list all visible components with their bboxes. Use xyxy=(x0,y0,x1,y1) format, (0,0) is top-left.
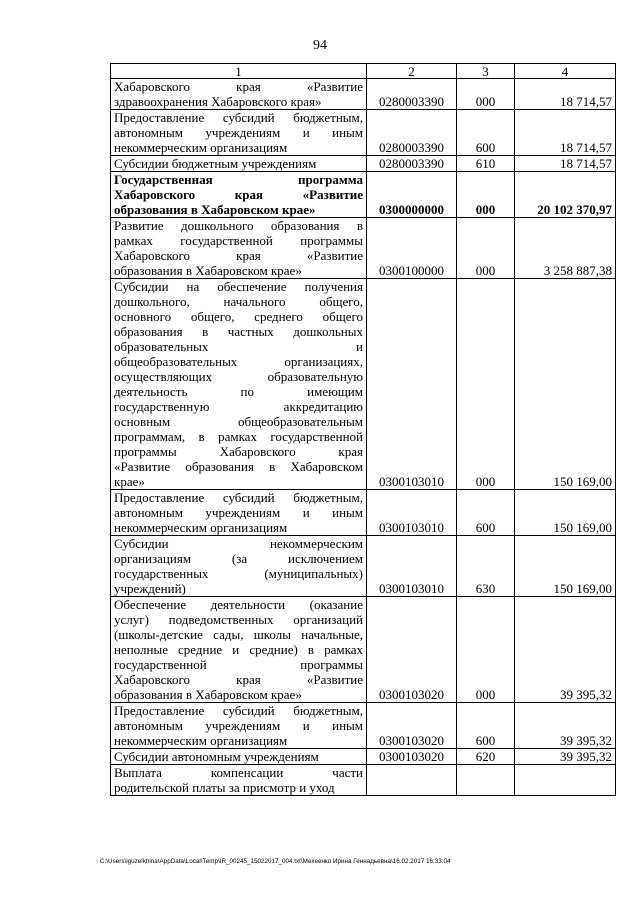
row-name-line: программам, в рамках государственной xyxy=(114,429,363,444)
row-name-line: автономным учреждениям и иным xyxy=(114,125,363,140)
amount-cell: 150 169,00 xyxy=(515,536,616,597)
row-name-line: Хабаровского края «Развитие xyxy=(114,79,363,94)
row-name-line: крае» xyxy=(114,474,145,489)
row-name-line: Субсидии на обеспечение получения xyxy=(114,279,363,294)
row-name-cell xyxy=(111,279,367,490)
row-name-line: услуг) подведомственных организаций xyxy=(114,612,363,627)
row-name-line: образования в частных дошкольных xyxy=(114,324,363,339)
row-name-cell xyxy=(111,490,367,536)
row-name-cell xyxy=(111,749,367,765)
row-name-line: родительской платы за присмотр и уход xyxy=(114,780,335,795)
row-name-line: Субсидии некоммерческим xyxy=(114,536,363,551)
target-code-cell: 0300103010 xyxy=(367,536,457,597)
column-header: 4 xyxy=(515,64,616,79)
expense-type-cell: 000 xyxy=(457,597,515,703)
amount-cell: 20 102 370,97 xyxy=(515,172,616,218)
target-code-cell: 0300103020 xyxy=(367,749,457,765)
row-name-line: Развитие дошкольного образования в xyxy=(114,218,363,233)
target-code-cell: 0280003390 xyxy=(367,110,457,156)
target-code-cell: 0300000000 xyxy=(367,172,457,218)
row-name-cell xyxy=(111,536,367,597)
table-row xyxy=(111,218,616,279)
expense-type-cell xyxy=(457,765,515,796)
row-name-cell xyxy=(111,110,367,156)
row-name-line: рамках государственной программы xyxy=(114,233,363,248)
expense-type-cell: 600 xyxy=(457,490,515,536)
table-row xyxy=(111,110,616,156)
target-code-cell: 0300100000 xyxy=(367,218,457,279)
row-name-line: дошкольного, начального общего, xyxy=(114,294,363,309)
row-name-cell xyxy=(111,172,367,218)
row-name-line: образования в Хабаровском крае» xyxy=(114,687,302,702)
row-name-line: основного общего, среднего общего xyxy=(114,309,363,324)
row-name-line: здравоохранения Хабаровского края» xyxy=(114,94,322,109)
target-code-cell: 0300103010 xyxy=(367,490,457,536)
column-header: 1 xyxy=(111,64,367,79)
table-row xyxy=(111,703,616,749)
amount-cell xyxy=(515,765,616,796)
row-name-line: образования в Хабаровском крае» xyxy=(114,263,302,278)
expense-type-cell: 600 xyxy=(457,703,515,749)
row-name-cell xyxy=(111,79,367,110)
row-name-line: государственных (муниципальных) xyxy=(114,566,363,581)
table-row xyxy=(111,749,616,765)
page-number: 94 xyxy=(313,38,327,53)
amount-cell: 39 395,32 xyxy=(515,703,616,749)
expense-type-cell: 000 xyxy=(457,172,515,218)
table-row xyxy=(111,765,616,796)
amount-cell: 150 169,00 xyxy=(515,279,616,490)
table-row xyxy=(111,79,616,110)
row-name-line: «Развитие образования в Хабаровском xyxy=(114,459,363,474)
row-name-line: программы Хабаровского края xyxy=(114,444,363,459)
row-name-line: автономным учреждениям и иным xyxy=(114,718,363,733)
table-header-row xyxy=(111,64,616,79)
target-code-cell: 0280003390 xyxy=(367,79,457,110)
table-row xyxy=(111,172,616,218)
row-name-line: государственную аккредитацию xyxy=(114,399,363,414)
row-name-line: Предоставление субсидий бюджетным, xyxy=(114,110,363,125)
row-name-line: неполные средние и средние) в рамках xyxy=(114,642,363,657)
row-name-line: автономным учреждениям и иным xyxy=(114,505,363,520)
row-name-line: организациям (за исключением xyxy=(114,551,363,566)
row-name-line: Обеспечение деятельности (оказание xyxy=(114,597,363,612)
expense-type-cell: 000 xyxy=(457,79,515,110)
row-name-line: Хабаровского края «Развитие xyxy=(114,248,363,263)
row-name-cell xyxy=(111,765,367,796)
row-name-line: общеобразовательных организациях, xyxy=(114,354,363,369)
amount-cell: 18 714,57 xyxy=(515,156,616,172)
amount-cell: 18 714,57 xyxy=(515,110,616,156)
file-path-footer: C:\Users\iguzelkhina\AppData\Local\Temp\IR_00245_15022017_004.txt\Мехеенко Ирина Геннадьевна\16.02.2017 16:33:04 xyxy=(100,858,451,865)
expense-type-cell: 000 xyxy=(457,218,515,279)
amount-cell: 39 395,32 xyxy=(515,749,616,765)
row-name-cell xyxy=(111,597,367,703)
row-name-line: государственной программы xyxy=(114,657,363,672)
row-name-line: образования в Хабаровском крае» xyxy=(114,202,316,217)
table-row xyxy=(111,490,616,536)
target-code-cell: 0300103020 xyxy=(367,703,457,749)
row-name-cell xyxy=(111,218,367,279)
row-name-line: образовательных и xyxy=(114,339,363,354)
row-name-line: Выплата компенсации части xyxy=(114,765,363,780)
row-name-line: учреждений) xyxy=(114,581,186,596)
budget-table xyxy=(110,63,616,796)
expense-type-cell: 620 xyxy=(457,749,515,765)
table-row xyxy=(111,279,616,490)
row-name-line: Хабаровского края «Развитие xyxy=(114,672,363,687)
table-row xyxy=(111,597,616,703)
row-name-line: деятельность по имеющим xyxy=(114,384,363,399)
expense-type-cell: 600 xyxy=(457,110,515,156)
table-row xyxy=(111,536,616,597)
expense-type-cell: 610 xyxy=(457,156,515,172)
row-name-cell xyxy=(111,156,367,172)
amount-cell: 18 714,57 xyxy=(515,79,616,110)
row-name-cell xyxy=(111,703,367,749)
amount-cell: 39 395,32 xyxy=(515,597,616,703)
row-name-line: Субсидии бюджетным учреждениям xyxy=(114,156,317,171)
row-name-line: Предоставление субсидий бюджетным, xyxy=(114,490,363,505)
row-name-line: Государственная программа xyxy=(114,172,363,187)
row-name-line: осуществляющих образовательную xyxy=(114,369,363,384)
target-code-cell xyxy=(367,765,457,796)
amount-cell: 150 169,00 xyxy=(515,490,616,536)
column-header: 2 xyxy=(367,64,457,79)
table-row xyxy=(111,156,616,172)
target-code-cell: 0280003390 xyxy=(367,156,457,172)
column-header: 3 xyxy=(457,64,515,79)
row-name-line: некоммерческим организациям xyxy=(114,520,288,535)
row-name-line: Субсидии автономным учреждениям xyxy=(114,749,319,764)
row-name-line: (школы-детские сады, школы начальные, xyxy=(114,627,363,642)
row-name-line: основным общеобразовательным xyxy=(114,414,363,429)
amount-cell: 3 258 887,38 xyxy=(515,218,616,279)
expense-type-cell: 630 xyxy=(457,536,515,597)
target-code-cell: 0300103020 xyxy=(367,597,457,703)
row-name-line: Хабаровского края «Развитие xyxy=(114,187,363,202)
row-name-line: Предоставление субсидий бюджетным, xyxy=(114,703,363,718)
row-name-line: некоммерческим организациям xyxy=(114,733,288,748)
expense-type-cell: 000 xyxy=(457,279,515,490)
row-name-line: некоммерческим организациям xyxy=(114,140,288,155)
target-code-cell: 0300103010 xyxy=(367,279,457,490)
